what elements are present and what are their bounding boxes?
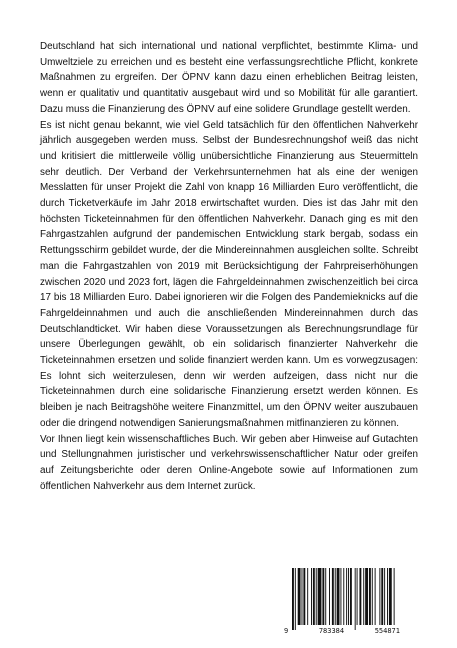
barcode-bar — [369, 568, 371, 625]
barcode-bar — [357, 568, 358, 625]
barcode-bar — [340, 568, 341, 625]
barcode-bar — [322, 568, 324, 625]
barcode-bar — [313, 568, 315, 625]
barcode-bar — [375, 568, 376, 625]
barcode-bar — [329, 568, 330, 625]
barcode-bar — [394, 568, 395, 625]
barcode-bar — [325, 568, 326, 625]
barcode-bar — [303, 568, 305, 625]
barcode-bar — [384, 568, 385, 625]
barcode-bar — [355, 568, 356, 630]
barcode-bar — [348, 568, 349, 625]
barcode-bar — [372, 568, 373, 625]
barcode-digit-lead: 9 — [284, 627, 289, 635]
barcode-bar — [335, 568, 336, 625]
barcode-bar — [363, 568, 364, 625]
barcode-digits-right: 554871 — [374, 627, 400, 635]
barcode-bar — [365, 568, 368, 625]
paragraph-3: Vor Ihnen liegt kein wissenschaftliches Buch. Wir geben aber Hinweise auf Gutachten und Stellungnahmen juristischer und verkehrswissenschaftlicher Natur oder greifen auf Zeitungsberichte oder deren Online-Angebote sowie auf Informationen zum öffentlichen Nahverkehr aus dem Internet zurück. — [40, 433, 418, 492]
barcode-bar — [302, 568, 303, 625]
barcode-bar — [350, 568, 352, 625]
isbn-barcode — [288, 568, 398, 632]
barcode-bar — [381, 568, 383, 625]
barcode-bar — [337, 568, 340, 625]
barcode-bar — [292, 568, 294, 630]
barcode-bar — [346, 568, 347, 625]
barcode-bar — [332, 568, 334, 625]
barcode-bar — [298, 568, 301, 625]
barcode-bar — [318, 568, 322, 625]
barcode-digits — [284, 627, 400, 635]
barcode-bars — [288, 568, 398, 632]
paragraph-2: Es ist nicht genau bekannt, wie viel Geld tatsächlich für den öffentlichen Nahverkehr jährlich ausgegeben werden muss. Selbst der Bundesrechnungshof weiß das nicht und kritisiert die mittlerweile völlig unübersichtliche Finanzierung aus Steuermitteln sehr deutlich. Der Verband der Verkehrsunternehmen hat als eine der wenigen Messlatten für unser Projekt die Zahl von knapp 16 Milliarden Euro veröffentlicht, die durch Ticketverkäufe im Jahr 2018 erwirtschaftet wurden. Dies ist das Jahr mit den höchsten Ticketeinnahmen für den öffentlichen Nahverkehr. Danach ging es mit den Fahrgastzahlen aufgrund der pandemischen Entwicklung stark bergab, sodass ein Rettungsschirm gebildet wurde, der die Mindereinnahmen ausgleichen sollte. Schreibt man die Fahrgastzahlen von 2019 mit Berücksichtigung der Fahrpreiserhöhungen zwischen 2020 und 2023 fort, lägen die Fahrgeldeinnahmen zwischenzeitlich bei circa 17 bis 18 Milliarden Euro. Dabei ignorieren wir die Folgen des Pandemieknicks auf die Fahrgeldeinnahmen und auch die anschließenden Mindereinnahmen durch das Deutschlandticket. Wir haben diese Voraussetzungen als Berechnungsrundlage für unsere Überlegungen gewählt, ob ein solidarisch finanzierter Nahverkehr die Ticketeinnahmen ersetzen und solide finanziert werden kann. Um es vorwegzusagen: Es lohnt sich weiterzulesen, denn wir werden aufzeigen, dass nicht nur die Ticketeinnahmen durch eine solidarische Finanzierung ersetzt werden können. Es bleiben je nach Beitragshöhe weitere Finanzmittel, um den ÖPNV weiter auszubauen oder die dringend notwendigen Sanierungsmaßnahmen mitfinanzieren zu können. — [40, 119, 418, 429]
blurb-text — [40, 39, 418, 494]
barcode-bar — [307, 568, 308, 625]
barcode-bar — [359, 568, 361, 625]
barcode-bar — [316, 568, 317, 625]
barcode-bar — [389, 568, 392, 625]
barcode-bar — [387, 568, 388, 625]
barcode-bar — [295, 568, 296, 630]
barcode-bar — [379, 568, 380, 625]
barcode-digits-left: 783384 — [318, 627, 345, 635]
barcode-bar — [343, 568, 344, 625]
barcode-bar — [311, 568, 312, 625]
paragraph-1: Deutschland hat sich international und national verpflichtet, bestimmte Klima- und Umweltziele zu erreichen und es besteht eine verfassungsrechtliche Pflicht, konkrete Maßnahmen zu ergreifen. Der ÖPNV kann dazu einen erheblichen Beitrag leisten, wenn er qualitativ und quantitativ ausgebaut wird und so Mobilität für alle garantiert. Dazu muss die Finanzierung des ÖPNV auf eine solidere Grundlage gestellt werden. — [40, 41, 418, 115]
